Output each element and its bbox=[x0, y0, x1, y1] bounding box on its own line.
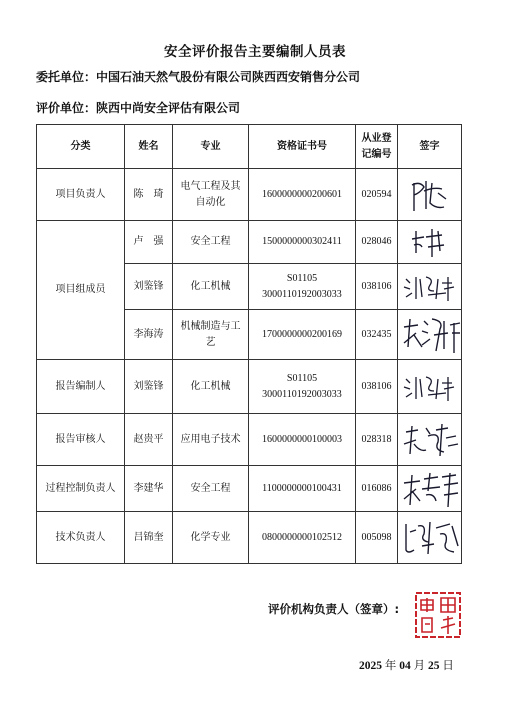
client-label: 委托单位： bbox=[36, 70, 97, 84]
table-row bbox=[37, 512, 462, 564]
reg-cell: 005098 bbox=[356, 512, 398, 564]
handwritten-signature bbox=[400, 369, 460, 405]
client-line bbox=[36, 68, 360, 85]
header-reg-line2: 记编号 bbox=[361, 148, 392, 160]
reg-cell: 038106 bbox=[356, 360, 398, 414]
table-header-row bbox=[37, 125, 462, 169]
table-row bbox=[37, 466, 462, 512]
specialty-cell: 化学专业 bbox=[173, 512, 249, 564]
reg-cell: 016086 bbox=[356, 466, 398, 512]
reg-cell: 020594 bbox=[356, 169, 398, 221]
name-cell: 刘鉴锋 bbox=[125, 264, 173, 310]
specialty-line1: 电气工程及其 bbox=[180, 180, 241, 192]
cert-cell: 1100000000100431 bbox=[249, 466, 356, 512]
signature-cell bbox=[398, 264, 462, 310]
signature-cell bbox=[398, 310, 462, 360]
cert-cell bbox=[249, 360, 356, 414]
header-name: 姓名 bbox=[125, 125, 173, 169]
handwritten-signature bbox=[402, 173, 458, 217]
table-row bbox=[37, 169, 462, 221]
issue-date bbox=[359, 657, 454, 673]
cert-cell: 1700000000200169 bbox=[249, 310, 356, 360]
cert-line2: 3000110192003033 bbox=[262, 288, 342, 300]
signature-cell bbox=[398, 512, 462, 564]
signature-cell bbox=[398, 221, 462, 264]
category-cell: 报告审核人 bbox=[37, 414, 125, 466]
cert-cell: 1600000000100003 bbox=[249, 414, 356, 466]
header-reg bbox=[356, 125, 398, 169]
institution-head-sign-label: 评价机构负责人（签章）: bbox=[268, 602, 400, 616]
table-row bbox=[37, 360, 462, 414]
category-cell: 项目负责人 bbox=[37, 169, 125, 221]
signature-cell bbox=[398, 466, 462, 512]
handwritten-signature bbox=[400, 313, 464, 357]
handwritten-signature bbox=[400, 420, 460, 460]
header-reg-line1: 从业登 bbox=[361, 132, 392, 144]
name-cell: 陈 琦 bbox=[125, 169, 173, 221]
staff-table bbox=[36, 124, 462, 564]
name-cell: 吕锦奎 bbox=[125, 512, 173, 564]
specialty-cell: 安全工程 bbox=[173, 466, 249, 512]
date-day-unit: 日 bbox=[439, 660, 454, 672]
date-day: 25 bbox=[428, 660, 440, 672]
evaluator-line bbox=[36, 99, 240, 116]
signature-cell bbox=[398, 360, 462, 414]
cert-line1: S01105 bbox=[286, 372, 318, 384]
specialty-cell: 安全工程 bbox=[173, 221, 249, 264]
evaluator-value: 陕西中尚安全评估有限公司 bbox=[96, 101, 241, 115]
name-cell: 卢 强 bbox=[125, 221, 173, 264]
table-row bbox=[37, 221, 462, 264]
reg-cell: 032435 bbox=[356, 310, 398, 360]
red-seal-stamp bbox=[413, 590, 463, 640]
date-year: 2025 bbox=[359, 660, 382, 672]
reg-cell: 038106 bbox=[356, 264, 398, 310]
handwritten-signature bbox=[400, 269, 460, 305]
signature-cell bbox=[398, 414, 462, 466]
cert-cell: 1500000000302411 bbox=[249, 221, 356, 264]
header-category: 分类 bbox=[37, 125, 125, 169]
specialty-line1: 机械制造与工 bbox=[180, 320, 241, 332]
header-cert: 资格证书号 bbox=[249, 125, 356, 169]
cert-cell: 1600000000200601 bbox=[249, 169, 356, 221]
evaluator-label: 评价单位： bbox=[36, 101, 97, 115]
specialty-cell bbox=[173, 310, 249, 360]
handwritten-signature bbox=[400, 469, 462, 509]
cert-line2: 3000110192003033 bbox=[262, 388, 342, 400]
category-cell: 报告编制人 bbox=[37, 360, 125, 414]
category-cell: 过程控制负责人 bbox=[37, 466, 125, 512]
cert-cell: 0800000000102512 bbox=[249, 512, 356, 564]
handwritten-signature bbox=[400, 516, 462, 560]
signature-cell bbox=[398, 169, 462, 221]
date-month: 04 bbox=[399, 660, 411, 672]
header-signature: 签字 bbox=[398, 125, 462, 169]
name-cell: 李建华 bbox=[125, 466, 173, 512]
name-cell: 赵贵平 bbox=[125, 414, 173, 466]
specialty-cell: 化工机械 bbox=[173, 360, 249, 414]
header-specialty: 专业 bbox=[173, 125, 249, 169]
specialty-line2: 艺 bbox=[205, 336, 216, 348]
name-cell: 李海涛 bbox=[125, 310, 173, 360]
specialty-line2: 自动化 bbox=[195, 196, 226, 208]
date-month-unit: 月 bbox=[410, 660, 428, 672]
table-row bbox=[37, 414, 462, 466]
reg-cell: 028046 bbox=[356, 221, 398, 264]
date-year-unit: 年 bbox=[382, 660, 400, 672]
cert-cell bbox=[249, 264, 356, 310]
name-cell: 刘鉴锋 bbox=[125, 360, 173, 414]
specialty-cell: 应用电子技术 bbox=[173, 414, 249, 466]
page-title: 安全评价报告主要编制人员表 bbox=[164, 44, 346, 60]
client-value: 中国石油天然气股份有限公司陕西西安销售分公司 bbox=[96, 70, 361, 84]
cert-line1: S01105 bbox=[286, 272, 318, 284]
reg-cell: 028318 bbox=[356, 414, 398, 466]
category-cell: 项目组成员 bbox=[37, 221, 125, 360]
handwritten-signature bbox=[402, 223, 458, 261]
specialty-cell: 化工机械 bbox=[173, 264, 249, 310]
category-cell: 技术负责人 bbox=[37, 512, 125, 564]
specialty-cell bbox=[173, 169, 249, 221]
